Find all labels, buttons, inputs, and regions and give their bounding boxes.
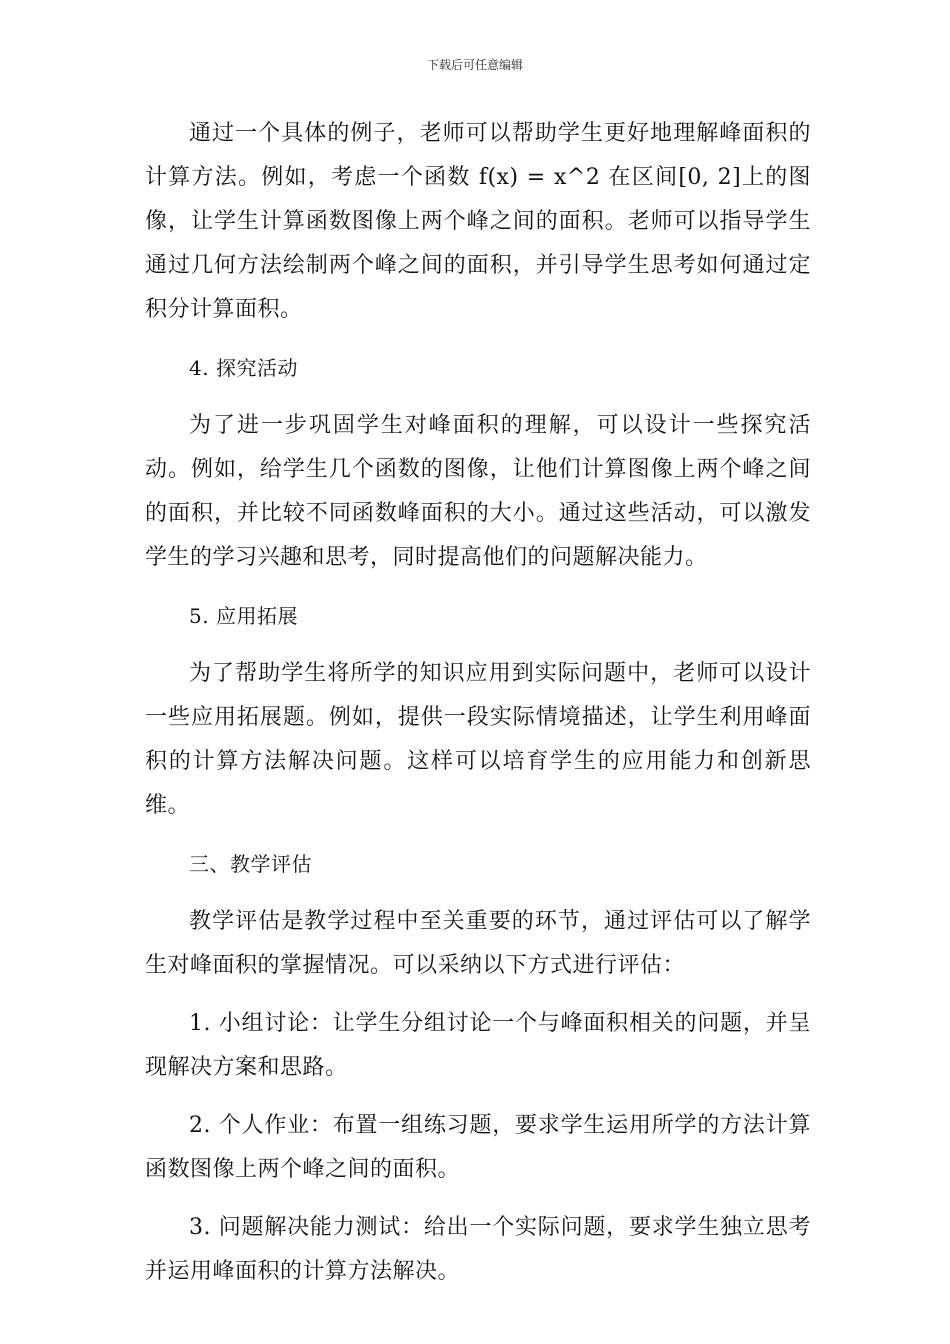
paragraph-assessment-intro: 教学评估是教学过程中至关重要的环节，通过评估可以了解学生对峰面积的掌握情况。可以采纳以下方式进行评估：: [145, 909, 811, 978]
paragraph-example: 通过一个具体的例子，老师可以帮助学生更好地理解峰面积的计算方法。例如，考虑一个函数 f(x) = x^2 在区间[0, 2]上的图像，让学生计算函数图像上两个峰之间的面积。老师可以指导学生通过几何方法绘制两个峰之间的面积，并引导学生思考如何通过定积分计算面积。: [145, 121, 811, 322]
list-item-problem-solving-test: 3. 问题解决能力测试：给出一个实际问题，要求学生独立思考并运用峰面积的计算方法解决。: [145, 1215, 811, 1284]
paragraph-application: 为了帮助学生将所学的知识应用到实际问题中，老师可以设计一些应用拓展题。例如，提供一段实际情境描述，让学生利用峰面积的计算方法解决问题。这样可以培育学生的应用能力和创新思维。: [145, 661, 811, 818]
document-body: [145, 112, 811, 1308]
list-item-individual-homework: 2. 个人作业：布置一组练习题，要求学生运用所学的方法计算函数图像上两个峰之间的面积。: [145, 1113, 811, 1182]
page-header: 下载后可任意编辑: [426, 58, 523, 72]
paragraph-exploration: 为了进一步巩固学生对峰面积的理解，可以设计一些探究活动。例如，给学生几个函数的图像，让他们计算图像上两个峰之间的面积，并比较不同函数峰面积的大小。通过这些活动，可以激发学生的学习兴趣和思考，同时提高他们的问题解决能力。: [145, 413, 811, 570]
heading-application-extension: 5. 应用拓展: [189, 604, 298, 628]
heading-exploration-activity: 4. 探究活动: [189, 356, 298, 380]
list-item-group-discussion: 1. 小组讨论：让学生分组讨论一个与峰面积相关的问题，并呈现解决方案和思路。: [145, 1011, 811, 1080]
heading-teaching-assessment: 三、教学评估: [189, 852, 312, 876]
